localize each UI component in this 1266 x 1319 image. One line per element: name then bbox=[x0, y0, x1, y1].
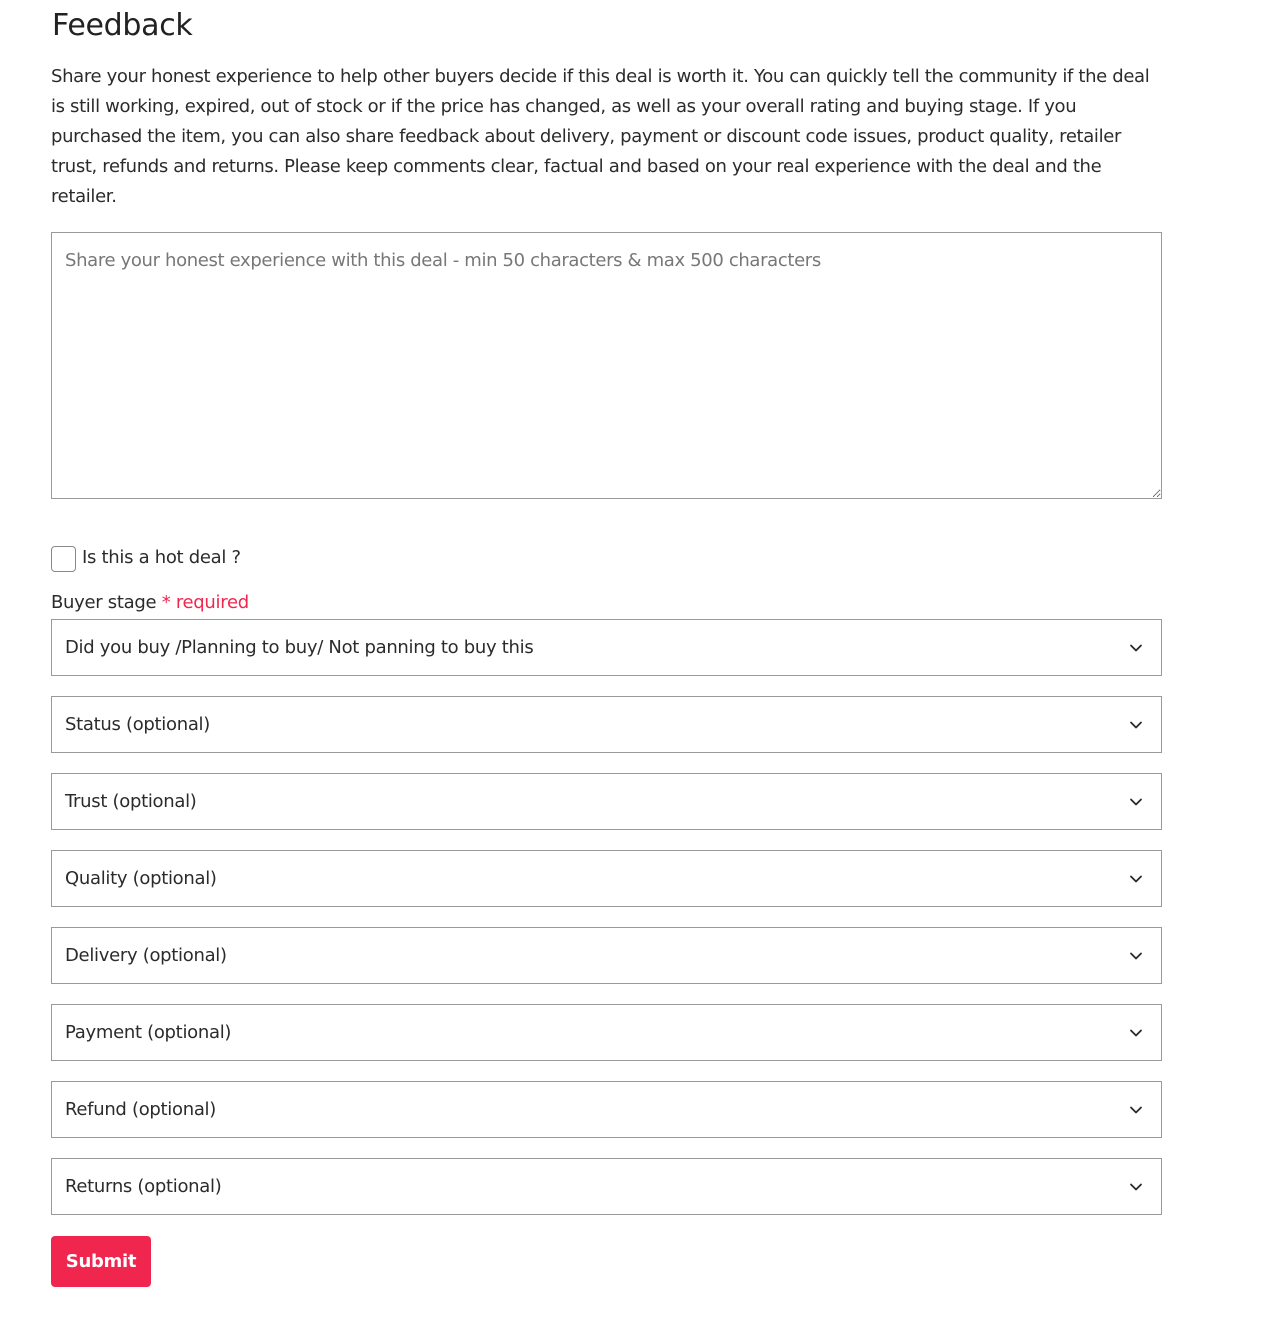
chevron-down-icon bbox=[1129, 720, 1143, 730]
buyer-stage-select[interactable] bbox=[51, 619, 1162, 676]
hot-deal-label: Is this a hot deal ? bbox=[82, 546, 241, 568]
status-select[interactable] bbox=[51, 696, 1162, 753]
trust-select[interactable] bbox=[51, 773, 1162, 830]
buyer-stage-label bbox=[51, 592, 249, 613]
chevron-down-icon bbox=[1129, 1182, 1143, 1192]
hot-deal-row[interactable] bbox=[51, 542, 241, 572]
returns-select-value: Returns (optional) bbox=[65, 1176, 222, 1197]
refund-select[interactable] bbox=[51, 1081, 1162, 1138]
quality-select[interactable] bbox=[51, 850, 1162, 907]
chevron-down-icon bbox=[1129, 797, 1143, 807]
chevron-down-icon bbox=[1129, 643, 1143, 653]
chevron-down-icon bbox=[1129, 951, 1143, 961]
required-indicator: * required bbox=[161, 592, 249, 613]
hot-deal-checkbox[interactable] bbox=[51, 546, 76, 572]
delivery-select-value: Delivery (optional) bbox=[65, 945, 227, 966]
submit-button[interactable]: Submit bbox=[51, 1236, 151, 1287]
quality-select-value: Quality (optional) bbox=[65, 868, 217, 889]
chevron-down-icon bbox=[1129, 1105, 1143, 1115]
delivery-select[interactable] bbox=[51, 927, 1162, 984]
returns-select[interactable] bbox=[51, 1158, 1162, 1215]
chevron-down-icon bbox=[1129, 1028, 1143, 1038]
buyer-stage-label-text: Buyer stage bbox=[51, 592, 157, 613]
status-select-value: Status (optional) bbox=[65, 714, 210, 735]
payment-select-value: Payment (optional) bbox=[65, 1022, 232, 1043]
page-title: Feedback bbox=[52, 8, 193, 43]
trust-select-value: Trust (optional) bbox=[65, 791, 197, 812]
payment-select[interactable] bbox=[51, 1004, 1162, 1061]
refund-select-value: Refund (optional) bbox=[65, 1099, 216, 1120]
intro-text: Share your honest experience to help other buyers decide if this deal is worth it. You can quickly tell the community if the deal is still working, expired, out of stock or if the price has changed, as well as your overall rating and buying stage. If you purchased the item, you can also share feedback about delivery, payment or discount code issues, product quality, retailer trust, refunds and returns. Please keep comments clear, factual and based on your real experience with the deal and the retailer. bbox=[51, 66, 1150, 207]
chevron-down-icon bbox=[1129, 874, 1143, 884]
comment-textarea[interactable] bbox=[51, 232, 1162, 499]
buyer-stage-select-value: Did you buy /Planning to buy/ Not panning to buy this bbox=[65, 637, 534, 658]
